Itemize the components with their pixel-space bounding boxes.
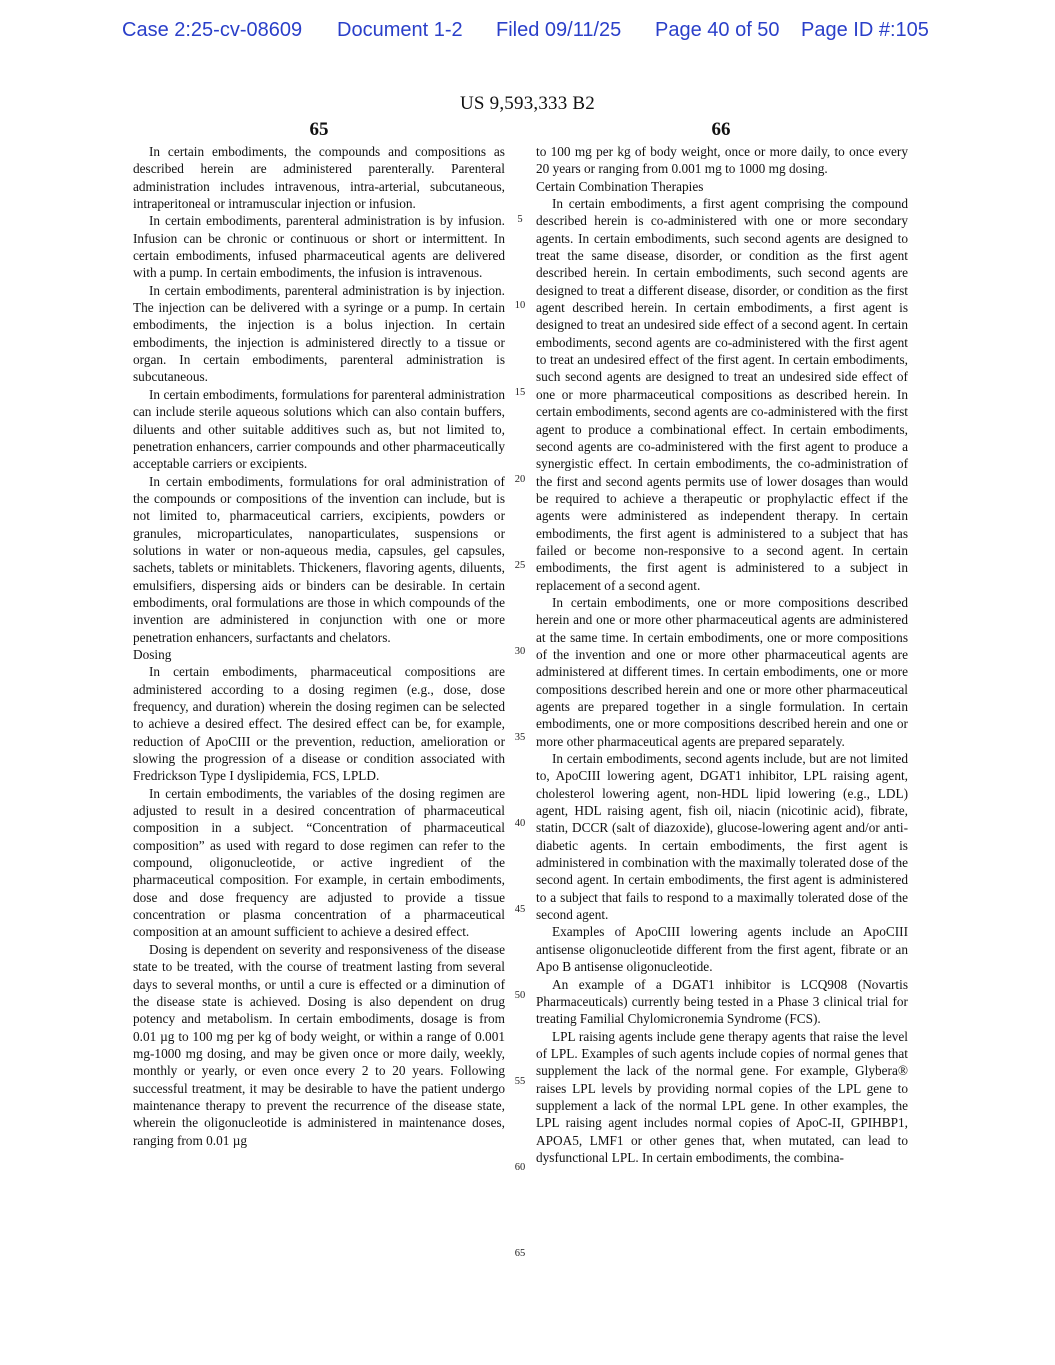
line-number: 60 xyxy=(514,1162,526,1173)
page-count: Page 40 of 50 xyxy=(655,19,780,41)
right-column-number: 66 xyxy=(711,119,731,140)
line-number: 65 xyxy=(514,1248,526,1259)
left-column-number: 65 xyxy=(309,119,329,140)
paragraph: In certain embodiments, formulations for parenteral administration can include sterile aqueous solutions which can also contain buffers, diluents and other suitable additives such as, but not limited to, penetration enhancers, carrier compounds and other pharmaceutically acceptable carriers or excipients. xyxy=(133,386,505,472)
line-number: 45 xyxy=(514,904,526,915)
document-number: Document 1-2 xyxy=(337,19,463,41)
line-number: 30 xyxy=(514,646,526,657)
left-column xyxy=(133,143,505,1149)
court-filing-header xyxy=(0,19,1055,45)
section-heading: Dosing xyxy=(133,646,172,662)
paragraph: In certain embodiments, parenteral administration is by injection. The injection can be delivered with a syringe or a pump. In certain embodiments, the injection is a bolus injection. In certain embodiments, the injection is administered directly to a tissue or organ. In certain embodiments, parenteral administration is subcutaneous. xyxy=(133,282,505,385)
patent-number: US 9,593,333 B2 xyxy=(460,93,595,114)
paragraph: In certain embodiments, parenteral administration is by infusion. Infusion can be chronic or continuous or short or intermittent. In certain embodiments, infused pharmaceutical agents are delivered with a pump. In certain embodiments, the infusion is intravenous. xyxy=(133,213,505,281)
paragraph: In certain embodiments, the variables of the dosing regimen are adjusted to result in a desired concentration of pharmaceutical composition in a subject. “Concentration of pharmaceutical composition” as used with regard to dose regimen can refer to the compound, oligonucleotide, or active ingredient of the pharmaceutical composition. For example, in certain embodiments, dose and dose frequency are adjusted to provide a tissue concentration or plasma concentration of a pharmaceutical composition at an amount sufficient to achieve a desired effect. xyxy=(133,785,505,940)
line-number: 40 xyxy=(514,818,526,829)
line-number: 5 xyxy=(517,214,523,225)
paragraph: In certain embodiments, a first agent comprising the compound described herein is co-administered with one or more secondary agents. In certain embodiments, such second agents are designed to treat the same disease, disorder, or condition as the first agent described herein. In certain embodiments, such second agents are designed to treat a different disease, disorder, or condition as the first agent described herein. In certain embodiments, a first agent is designed to treat an undesired side effect of a second agent. In certain embodiments, second agents are co-administered with the first agent to treat an undesired effect of the first agent. In certain embodiments, such second agents are designed to treat an undesired side effect of one or more pharmaceutical compositions as described herein. In certain embodiments, second agents are co-administered with the first agent to produce a combinational effect. In certain embodiments, second agents are co-administered with the first agent to produce a synergistic effect. In certain embodiments, the co-administration of the first and second agents permits use of lower dosages than would be required to achieve a therapeutic or prophylactic effect if the agents were administered as independent therapy. In certain embodiments, the first agent is administered to a subject that has failed or become non-responsive to a second agent. In certain embodiments, the first agent is administered to a subject in replacement of a second agent. xyxy=(536,196,908,593)
paragraph: In certain embodiments, one or more compositions described herein and one or more other pharmaceutical agents are administered at the same time. In certain embodiments, one or more compositions of the invention and one or more other pharmaceutical agents are administered at different times. In certain embodiments, one or more compositions described herein and one or more other pharmaceutical agents are prepared together in a single formulation. In certain embodiments, one or more compositions described herein and one or more other pharmaceutical agents are prepared separately. xyxy=(536,594,908,749)
line-number: 15 xyxy=(514,387,526,398)
line-number: 50 xyxy=(514,990,526,1001)
section-heading: Certain Combination Therapies xyxy=(536,178,704,194)
paragraph: In certain embodiments, the compounds and compositions as described herein are administered parenterally. Parenteral administration includes intravenous, intra-arterial, subcutaneous, intraperitoneal or intramuscular injection or infusion. xyxy=(133,144,505,212)
paragraph: to 100 mg per kg of body weight, once or more daily, to once every 20 years or ranging from 0.001 mg to 1000 mg dosing. xyxy=(536,144,908,177)
paragraph: Examples of ApoCIII lowering agents include an ApoCIII antisense oligonucleotide different from the first agent, fibrate or an Apo B antisense oligonucleotide. xyxy=(536,924,908,975)
paragraph: In certain embodiments, formulations for oral administration of the compounds or compositions of the invention can include, but is not limited to, pharmaceutical carriers, excipients, powders or granules, microparticulates, nanoparticulates, suspensions or solutions in water or non-aqueous media, capsules, gel capsules, sachets, tablets or minitablets. Thickeners, flavoring agents, diluents, emulsifiers, dispersing aids or binders can be desirable. In certain embodiments, oral formulations are those in which compounds of the invention are administered in conjunction with one or more penetration enhancers, surfactants and chelators. xyxy=(133,473,505,645)
line-number: 25 xyxy=(514,560,526,571)
paragraph: Dosing is dependent on severity and responsiveness of the disease state to be treated, with the course of treatment lasting from several days to several months, or until a cure is effected or a diminution of the disease state is achieved. Dosing is also dependent on drug potency and metabolism. In certain embodiments, dosage is from 0.01 µg to 100 mg per kg of body weight, or within a range of 0.001 mg-1000 mg dosing, and may be given once or more daily, weekly, monthly or yearly, or even once every 2 to 20 years. Following successful treatment, it may be desirable to have the patient undergo maintenance therapy to prevent the recurrence of the disease state, wherein the oligonucleotide is administered in maintenance doses, ranging from 0.01 µg xyxy=(133,941,505,1148)
paragraph: An example of a DGAT1 inhibitor is LCQ908 (Novartis Pharmaceuticals) currently being tested in a Phase 3 clinical trial for treating Familial Chylomicronemia Syndrome (FCS). xyxy=(536,976,908,1027)
line-number: 35 xyxy=(514,732,526,743)
paragraph: In certain embodiments, second agents include, but are not limited to, ApoCIII lowering agent, DGAT1 inhibitor, LPL raising agent, cholesterol lowering agent, non-HDL lipid lowering (e.g., LDL) agent, HDL raising agent, fish oil, niacin (nicotinic acid), fibrate, statin, DCCR (salt of diazoxide), glucose-lowering agent and/or anti-diabetic agents. In certain embodiments, the first agent is administered in combination with the maximally tolerated dose of the second agent. In certain embodiments, the first agent is administered to a subject that fails to respond to a maximally tolerated dose of the second agent. xyxy=(536,751,908,923)
line-number: 10 xyxy=(514,300,526,311)
paragraph: LPL raising agents include gene therapy agents that raise the level of LPL. Examples of such agents include copies of normal genes that supplement the lack of the normal gene. For example, Glybera® raises LPL levels by providing normal copies of the LPL gene to supplement a lack of the normal LPL gene. In other examples, the LPL raising agent includes normal copies of ApoC-II, GPIHBP1, APOA5, LMF1 or other genes that, when mutated, can lead to dysfunctional LPL. In certain embodiments, the combina- xyxy=(536,1028,908,1165)
line-number: 20 xyxy=(514,474,526,485)
right-column xyxy=(536,143,908,1166)
page-id: Page ID #:105 xyxy=(801,19,929,41)
case-number: Case 2:25-cv-08609 xyxy=(122,19,303,41)
line-number: 55 xyxy=(514,1076,526,1087)
filed-date: Filed 09/11/25 xyxy=(496,19,622,41)
paragraph: In certain embodiments, pharmaceutical compositions are administered according to a dosing regimen (e.g., dose, dose frequency, and duration) wherein the dosing regimen can be selected to achieve a desired effect. The desired effect can be, for example, reduction of ApoCIII or the prevention, reduction, amelioration or slowing the progression of a disease or condition associated with Fredrickson Type I dyslipidemia, FCS, LPLD. xyxy=(133,664,505,784)
